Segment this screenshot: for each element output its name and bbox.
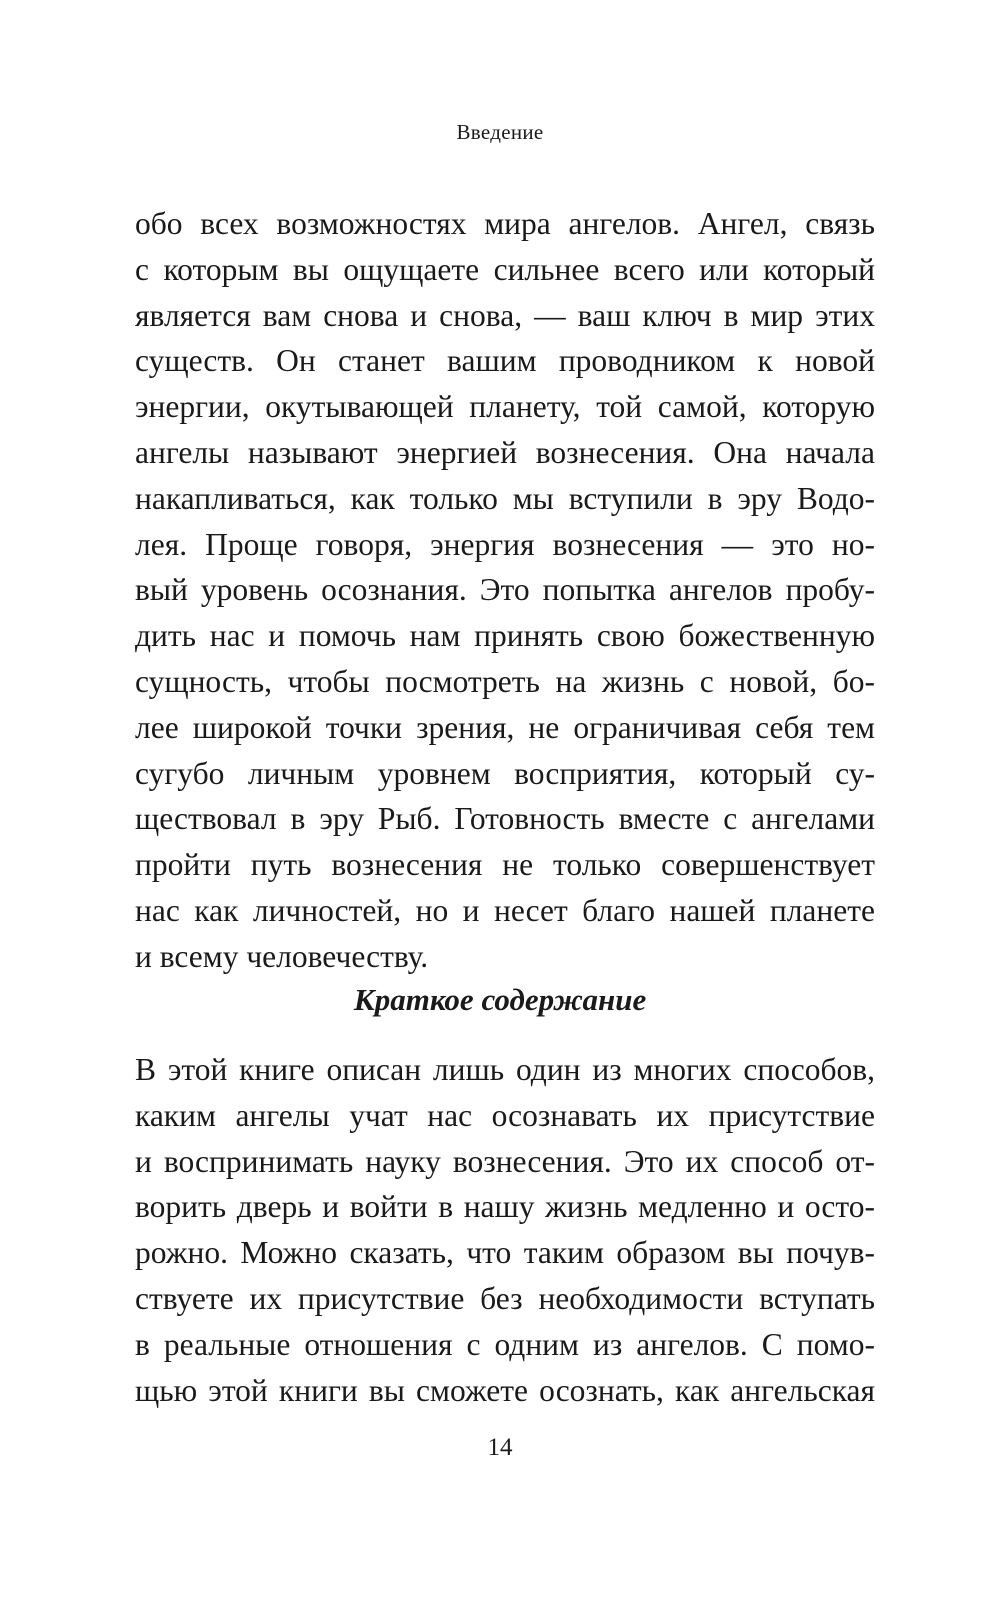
text-line: существ. Он станет вашим проводником к новой	[135, 343, 875, 379]
text-line: и воспринимать науку вознесения. Это их способ от-	[135, 1143, 875, 1179]
text-line: В этой книге описан лишь один из многих способов,	[135, 1052, 875, 1087]
text-line: пройти путь вознесения не только совершенствует	[135, 847, 875, 883]
text-line: лее широкой точки зрения, не ограничивая себя тем	[135, 709, 875, 745]
text-line: лея. Проще говоря, энергия вознесения — это но-	[135, 526, 875, 562]
text-line: сущность, чтобы посмотреть на жизнь с новой, бо-	[135, 663, 875, 699]
text-line: ствуете их присутствие без необходимости вступать	[135, 1280, 875, 1316]
text-line: нас как личностей, но и несет благо нашей планете	[135, 892, 875, 928]
running-head: Введение	[456, 120, 544, 144]
text-line: ангелы называют энергией вознесения. Она начала	[135, 434, 875, 470]
text-line: накапливаться, как только мы вступили в эру Водо-	[135, 480, 875, 516]
paragraph-intro	[135, 201, 875, 980]
text-line: каким ангелы учат нас осознавать их присутствие	[135, 1097, 875, 1133]
text-line: в реальные отношения с одним из ангелов. С помо-	[135, 1326, 875, 1362]
page-number: 14	[487, 1434, 513, 1461]
text-line: ществовал в эру Рыб. Готовность вместе с ангелами	[135, 801, 875, 837]
text-line: является вам снова и снова, — ваш ключ в мир этих	[135, 297, 875, 333]
section-heading: Краткое содержание	[353, 982, 647, 1017]
text-line: щью этой книги вы сможете осознать, как ангельская	[135, 1372, 875, 1408]
text-line: дить нас и помочь нам принять свою божественную	[135, 618, 875, 654]
text-line: ворить дверь и войти в нашу жизнь медленно и осто-	[135, 1189, 875, 1225]
text-line: сугубо личным уровнем восприятия, который су-	[135, 755, 875, 791]
text-line: обо всех возможностях мира ангелов. Ангел, связь	[135, 206, 875, 241]
text-line: с которым вы ощущаете сильнее всего или который	[135, 251, 875, 287]
text-line: рожно. Можно сказать, что таким образом вы почув-	[135, 1235, 875, 1271]
text-line: и всему человечеству.	[135, 938, 429, 974]
text-line: энергии, окутывающей планету, той самой, которую	[135, 389, 875, 425]
text-line: вый уровень осознания. Это попытка ангелов пробу-	[135, 572, 875, 608]
paragraph-summary	[135, 1047, 875, 1413]
